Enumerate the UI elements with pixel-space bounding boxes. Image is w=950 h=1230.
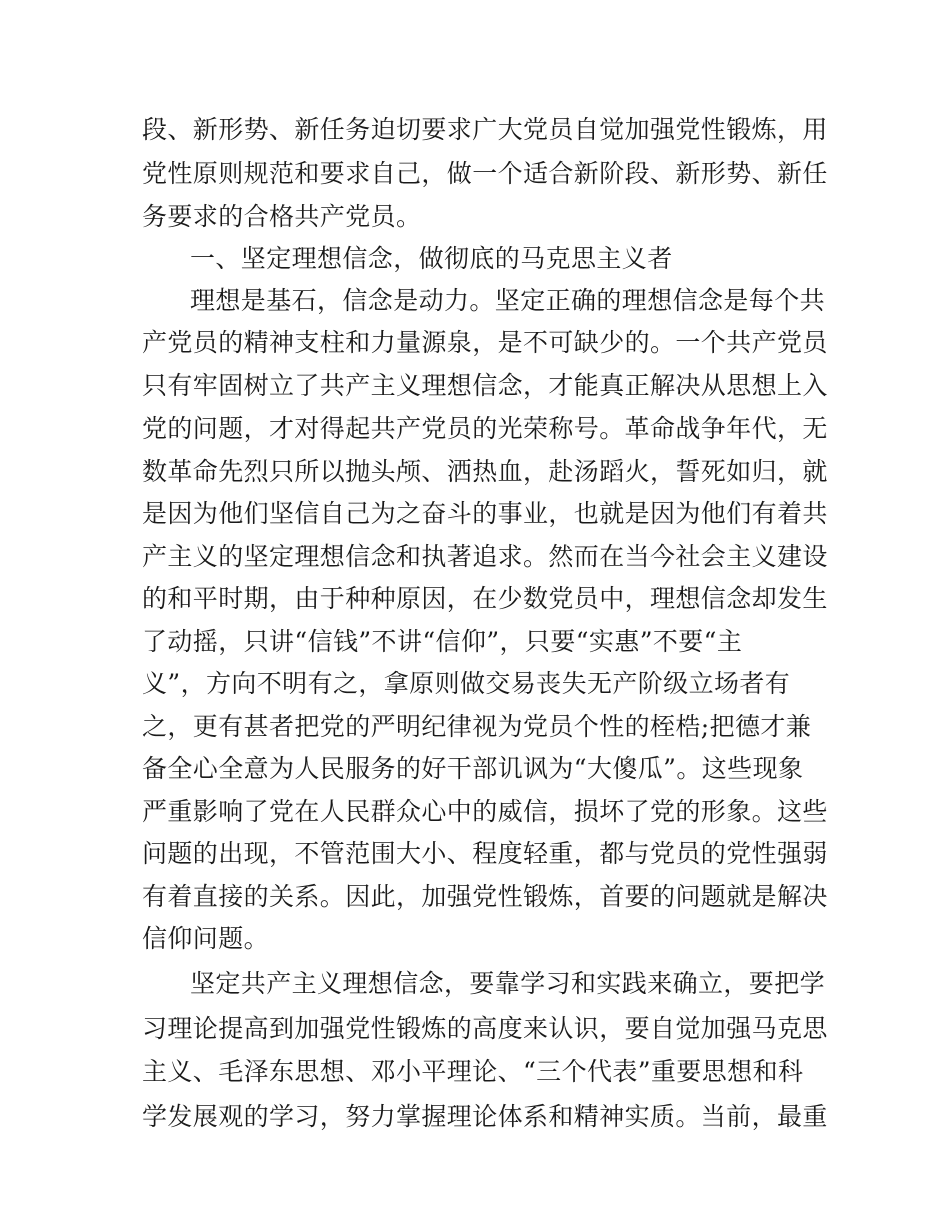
text-line: 党性原则规范和要求自己，做一个适合新阶段、新形势、新任	[142, 159, 828, 188]
section-heading: 一、坚定理想信念，做彻底的马克思主义者	[190, 244, 673, 273]
text-line: 坚定共产主义理想信念，要靠学习和实践来确立，要把学	[190, 969, 826, 998]
text-line: 信仰问题。	[142, 924, 270, 953]
text-line: 产主义的坚定理想信念和执著追求。然而在当今社会主义建设	[142, 542, 828, 571]
text-line: 了动摇，只讲“信钱”不讲“信仰”，只要“实惠”不要“主	[142, 627, 743, 656]
text-line: 段、新形势、新任务迫切要求广大党员自觉加强党性锻炼，用	[142, 115, 828, 144]
text-line: 问题的出现，不管范围大小、程度轻重，都与党员的党性强弱	[142, 839, 828, 868]
text-line: 主义、毛泽东思想、邓小平理论、“三个代表”重要思想和科	[142, 1057, 804, 1086]
text-line: 只有牢固树立了共产主义理想信念，才能真正解决从思想上入	[142, 371, 828, 400]
text-line: 义”，方向不明有之，拿原则做交易丧失无产阶级立场者有	[142, 669, 791, 698]
text-line: 党的问题，才对得起共产党员的光荣称号。革命战争年代，无	[142, 414, 828, 443]
text-line: 有着直接的关系。因此，加强党性锻炼，首要的问题就是解决	[142, 882, 828, 911]
text-line: 学发展观的学习，努力掌握理论体系和精神实质。当前，最重	[142, 1102, 828, 1131]
text-line: 之，更有甚者把党的严明纪律视为党员个性的桎梏;把德才兼	[142, 712, 812, 741]
text-line: 产党员的精神支柱和力量源泉，是不可缺少的。一个共产党员	[142, 328, 828, 357]
text-line: 务要求的合格共产党员。	[142, 202, 422, 231]
text-line: 是因为他们坚信自己为之奋斗的事业，也就是因为他们有着共	[142, 499, 828, 528]
text-line: 严重影响了党在人民群众心中的威信，损坏了党的形象。这些	[142, 797, 828, 826]
text-line: 数革命先烈只所以抛头颅、洒热血，赴汤蹈火，誓死如归，就	[142, 457, 828, 486]
text-line: 习理论提高到加强党性锻炼的高度来认识，要自觉加强马克思	[142, 1014, 828, 1043]
text-line: 备全心全意为人民服务的好干部讥讽为“大傻瓜”。这些现象	[142, 754, 804, 783]
text-line: 的和平时期，由于种种原因，在少数党员中，理想信念却发生	[142, 584, 828, 613]
text-line: 理想是基石，信念是动力。坚定正确的理想信念是每个共	[190, 286, 826, 315]
